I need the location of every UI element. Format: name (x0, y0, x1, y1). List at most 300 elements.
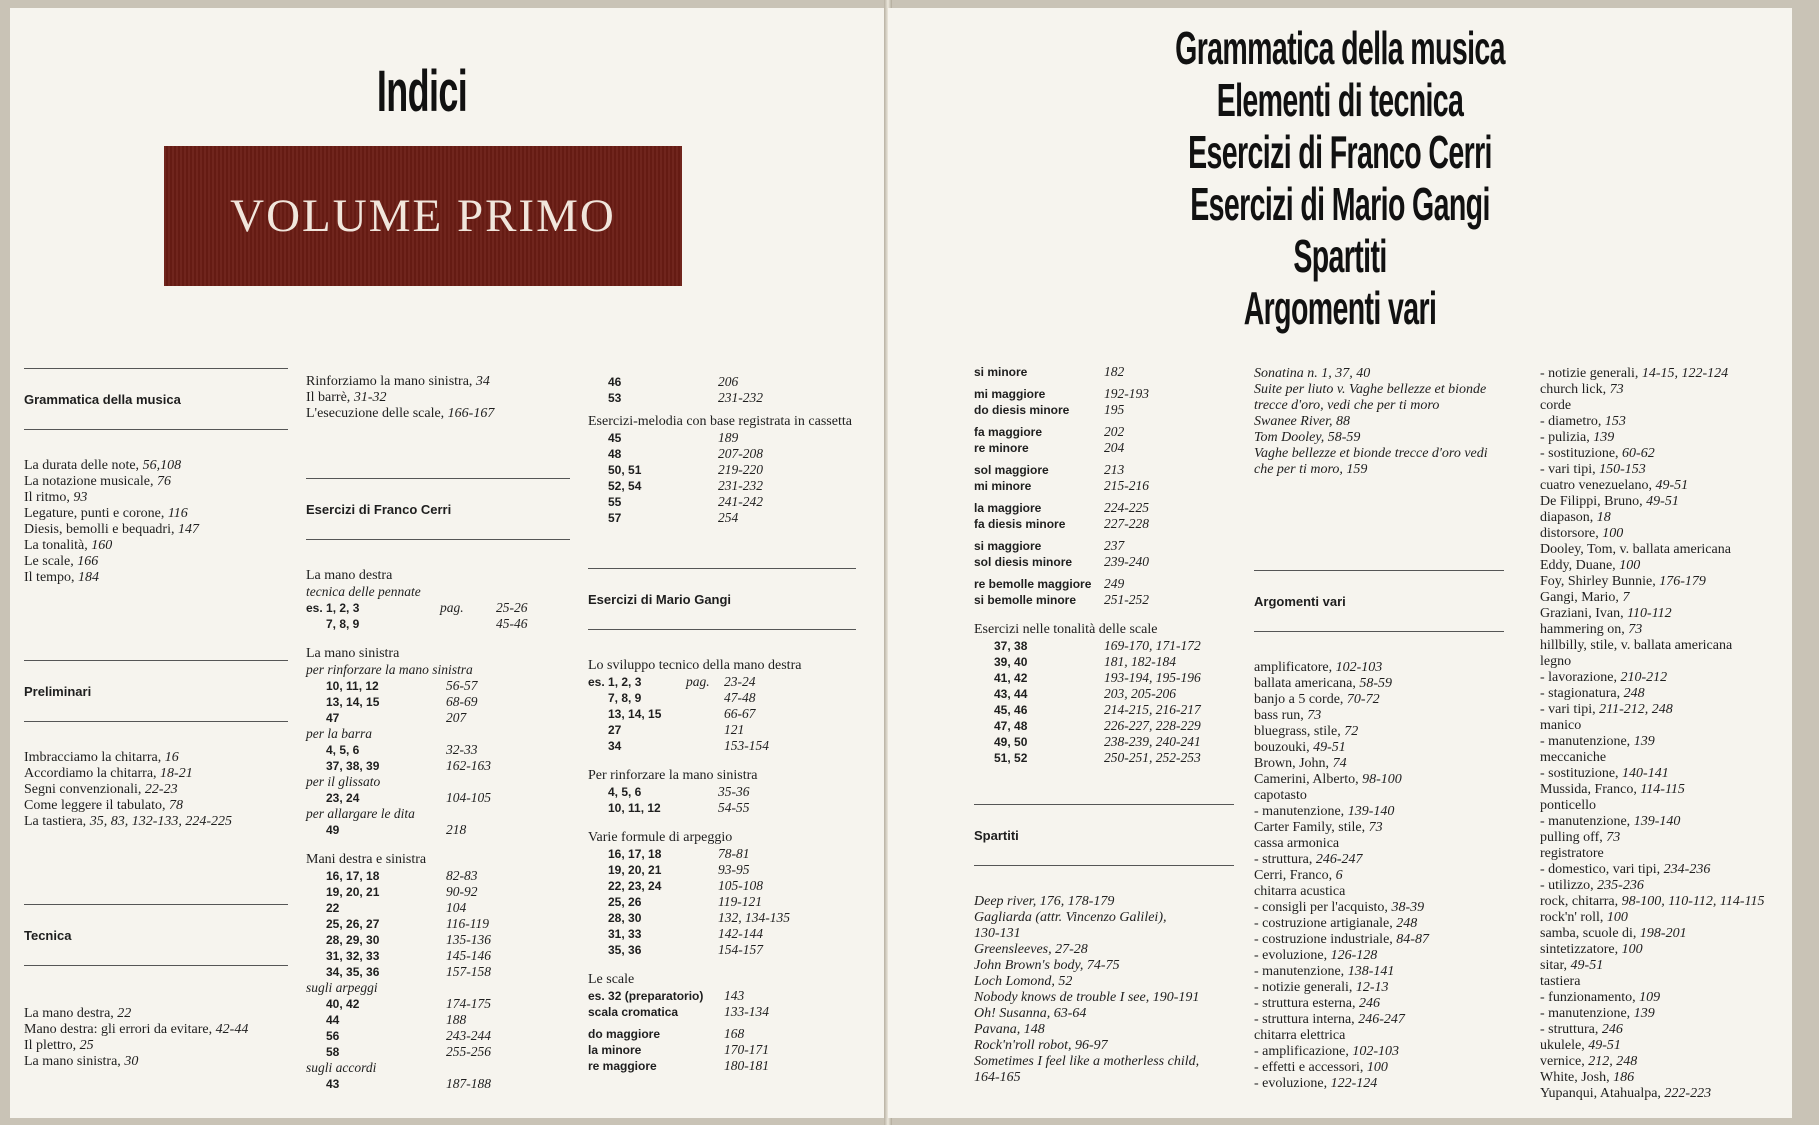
page-number: 241-242 (718, 494, 763, 509)
table-row (588, 430, 856, 446)
list-item: bluegrass, stile, 72 (1254, 724, 1359, 739)
page-label: pag. (686, 674, 710, 689)
list-item: - notizie generali, 12-13 (1254, 980, 1389, 995)
list-item: - manutenzione, 139-140 (1540, 814, 1681, 829)
entry-number: 48 (608, 447, 622, 461)
table-row (588, 846, 856, 862)
list-item: Oh! Susanna, 63-64 (974, 1006, 1087, 1021)
page-number: 174-175 (446, 996, 491, 1011)
list-item: legno (1540, 654, 1572, 669)
table-row (588, 988, 856, 1004)
entry-number: 7, 8, 9 (608, 691, 642, 705)
table-row (306, 932, 570, 948)
arpeggio-title: Varie formule di arpeggio (588, 830, 733, 845)
list-item: - effetti e accessori, 100 (1254, 1060, 1388, 1075)
list-item: - vari tipi, 211-212, 248 (1540, 702, 1673, 717)
list-item: - stagionatura, 248 (1540, 686, 1645, 701)
melodia-rows (588, 430, 856, 526)
left-column-1 (24, 368, 288, 1070)
volume-banner-label: VOLUME PRIMO (230, 190, 616, 242)
acc-subtitle: sugli accordi (306, 1060, 377, 1075)
table-row (306, 1012, 570, 1028)
list-item: Segni convenzionali, 22-23 (24, 782, 178, 797)
list-item: Imbracciamo la chitarra, 16 (24, 750, 179, 765)
list-item: banjo a 5 corde, 70-72 (1254, 692, 1380, 707)
table-row (588, 784, 856, 800)
list-item: capotasto (1254, 788, 1307, 803)
rinforzo-rows (588, 784, 856, 816)
list-item: church lick, 73 (1540, 382, 1624, 397)
list-item: La tonalità, 160 (24, 538, 113, 553)
md-title: La mano destra (306, 568, 393, 583)
list-item: Vaghe bellezze et bionde trecce d'oro vedi (1254, 446, 1488, 461)
spartiti-continued-list (1254, 366, 1504, 478)
grammatica-list (24, 458, 288, 586)
entry-number: 43 (326, 1077, 340, 1091)
entry-label: re maggiore (588, 1059, 657, 1073)
section-heading-argomenti: Argomenti vari (1254, 570, 1504, 632)
list-item: Graziani, Ivan, 110-112 (1540, 606, 1672, 621)
list-item: Loch Lomond, 52 (974, 974, 1073, 989)
page-number: 180-181 (724, 1058, 769, 1073)
table-row (588, 1026, 856, 1042)
entry-number: 37, 38, 39 (326, 759, 380, 773)
table-row (306, 616, 570, 632)
list-item: Pavana, 148 (974, 1022, 1045, 1037)
page-number: 188 (446, 1012, 467, 1027)
page-number: 250-251, 252-253 (1104, 750, 1201, 765)
key-name: do diesis minore (974, 403, 1070, 417)
key-name: re minore (974, 441, 1029, 455)
list-item: Rinforziamo la mano sinistra, 34 (306, 374, 490, 389)
entry-number: 19, 20, 21 (326, 885, 380, 899)
list-item: De Filippi, Bruno, 49-51 (1540, 494, 1679, 509)
entry-number: 49, 50 (994, 735, 1028, 749)
list-item: Mano destra: gli errori da evitare, 42-44 (24, 1022, 249, 1037)
arp-rows (306, 996, 570, 1060)
entry-number: 57 (608, 511, 622, 525)
list-item: 130-131 (974, 926, 1021, 941)
list-item: Sonatina n. 1, 37, 40 (1254, 366, 1371, 381)
page-number: 104-105 (446, 790, 491, 805)
page-number: 237 (1104, 538, 1125, 553)
ms-title: La mano sinistra (306, 646, 400, 661)
page-number: 68-69 (446, 694, 478, 709)
list-item: Yupanqui, Atahualpa, 222-223 (1540, 1086, 1712, 1101)
list-item: - manutenzione, 139-140 (1254, 804, 1395, 819)
key-name: la maggiore (974, 501, 1042, 515)
page-label: pag. (440, 600, 464, 615)
key-name: fa diesis minore (974, 517, 1066, 531)
tecnica-list (24, 1006, 288, 1070)
list-item: 164-165 (974, 1070, 1021, 1085)
entry-number: 22, 23, 24 (608, 879, 662, 893)
table-row (974, 424, 1234, 440)
list-item: - consigli per l'acquisto, 38-39 (1254, 900, 1425, 915)
key-name: si minore (974, 365, 1028, 379)
list-item: - notizie generali, 14-15, 122-124 (1540, 366, 1729, 381)
index-title: Indici (376, 59, 468, 124)
page-number: 121 (724, 722, 745, 737)
page-number: 239-240 (1104, 554, 1149, 569)
list-item: bass run, 73 (1254, 708, 1322, 723)
page-number: 153-154 (724, 738, 769, 753)
list-item: Le scale, 166 (24, 554, 99, 569)
list-item: - amplificazione, 102-103 (1254, 1044, 1400, 1059)
rinforzo-title: Per rinforzare la mano sinistra (588, 768, 758, 783)
list-item: - evoluzione, 122-124 (1254, 1076, 1378, 1091)
entry-number: 58 (326, 1045, 340, 1059)
acc-rows (306, 1076, 570, 1092)
list-item: cassa armonica (1254, 836, 1340, 851)
page-number: 227-228 (1104, 516, 1149, 531)
list-item: bouzouki, 49-51 (1254, 740, 1346, 755)
list-item: - lavorazione, 210-212 (1540, 670, 1668, 685)
list-item: trecce d'oro, vedi che per ti moro (1254, 398, 1440, 413)
table-row (974, 440, 1234, 456)
entry-number: 51, 52 (994, 751, 1028, 765)
page-number: 204 (1104, 440, 1125, 455)
group-subtitle: per la barra (306, 726, 373, 741)
table-row (974, 734, 1234, 750)
table-row (588, 800, 856, 816)
group-subtitle: per rinforzare la mano sinistra (306, 662, 473, 677)
entry-number: 31, 33 (608, 927, 642, 941)
table-row (306, 948, 570, 964)
page-number: 105-108 (718, 878, 763, 893)
list-item: ponticello (1540, 798, 1596, 813)
table-row (588, 478, 856, 494)
entry-number: 47, 48 (994, 719, 1028, 733)
list-item: rock, chitarra, 98-100, 110-112, 114-115 (1540, 894, 1765, 909)
page-number: 143 (724, 988, 745, 1003)
list-item: distorsore, 100 (1540, 526, 1624, 541)
entry-number: 25, 26 (608, 895, 642, 909)
entry-number: 4, 5, 6 (326, 743, 360, 757)
entry-number: 28, 30 (608, 911, 642, 925)
table-row (974, 686, 1234, 702)
entry-number: 10, 11, 12 (608, 801, 661, 815)
entry-number: 40, 42 (326, 997, 360, 1011)
list-item: rock'n' roll, 100 (1540, 910, 1628, 925)
page-number: 189 (718, 430, 739, 445)
list-item: John Brown's body, 74-75 (974, 958, 1120, 973)
list-item: Accordiamo la chitarra, 18-21 (24, 766, 193, 781)
entry-number: 44 (326, 1013, 340, 1027)
list-item: - struttura interna, 246-247 (1254, 1012, 1405, 1027)
list-item: chitarra acustica (1254, 884, 1346, 899)
column-2-top-list (306, 374, 570, 422)
page-number: 133-134 (724, 1004, 769, 1019)
spartiti-list (974, 894, 1234, 1086)
page-number: 207-208 (718, 446, 763, 461)
table-row (588, 494, 856, 510)
list-item: Tom Dooley, 58-59 (1254, 430, 1361, 445)
section-title: Argomenti vari (1243, 282, 1437, 334)
table-row (306, 868, 570, 884)
entry-number: 13, 14, 15 (326, 695, 380, 709)
md-rows (306, 600, 570, 632)
group-subtitle: per allargare le dita (306, 806, 415, 821)
list-item: - manutenzione, 139 (1540, 1006, 1655, 1021)
tonalita-title: Esercizi nelle tonalità delle scale (974, 622, 1158, 637)
entry-number: 16, 17, 18 (326, 869, 380, 883)
list-item: Il barrè, 31-32 (306, 390, 387, 405)
page-number: 243-244 (446, 1028, 491, 1043)
entry-number: 27 (608, 723, 622, 737)
list-item: vernice, 212, 248 (1540, 1054, 1638, 1069)
section-heading-cerri: Esercizi di Franco Cerri (306, 478, 570, 540)
table-row (974, 478, 1234, 494)
list-item: - manutenzione, 138-141 (1254, 964, 1395, 979)
preliminari-list (24, 750, 288, 830)
entry-number: 53 (608, 391, 622, 405)
page-number: 157-158 (446, 964, 491, 979)
entry-number: 41, 42 (994, 671, 1028, 685)
section-heading-spartiti: Spartiti (974, 804, 1234, 866)
list-item: registratore (1540, 846, 1604, 861)
sviluppo-title: Lo sviluppo tecnico della mano destra (588, 658, 802, 673)
list-item: che per ti moro, 159 (1254, 462, 1368, 477)
list-item: White, Josh, 186 (1540, 1070, 1635, 1085)
list-item: Eddy, Duane, 100 (1540, 558, 1641, 573)
table-row (306, 1028, 570, 1044)
key-name: sol diesis minore (974, 555, 1073, 569)
entry-number: 13, 14, 15 (608, 707, 662, 721)
scale-rows (588, 988, 856, 1074)
page-number: 47-48 (724, 690, 756, 705)
right-column-1 (974, 364, 1234, 1086)
page-number: 218 (446, 822, 467, 837)
volume-banner (164, 146, 682, 286)
table-row (588, 690, 856, 706)
list-item: amplificatore, 102-103 (1254, 660, 1383, 675)
list-item: L'esecuzione delle scale, 166-167 (306, 406, 495, 421)
list-item: La mano sinistra, 30 (24, 1054, 139, 1069)
table-row (588, 706, 856, 722)
table-row (306, 900, 570, 916)
list-item: Il tempo, 184 (24, 570, 100, 585)
list-item: - costruzione industriale, 84-87 (1254, 932, 1429, 947)
sviluppo-rows (588, 674, 856, 754)
key-rows (974, 364, 1234, 608)
right-column-2 (1254, 366, 1504, 1092)
group-rows (306, 742, 570, 774)
list-item: Il plettro, 25 (24, 1038, 94, 1053)
list-item: ballata americana, 58-59 (1254, 676, 1392, 691)
page-number: 104 (446, 900, 467, 915)
table-row (588, 462, 856, 478)
entry-number: 56 (326, 1029, 340, 1043)
table-row (306, 678, 570, 694)
table-row (974, 718, 1234, 734)
list-item: - funzionamento, 109 (1540, 990, 1661, 1005)
table-row (588, 1042, 856, 1058)
page-number: 249 (1104, 576, 1125, 591)
table-row (974, 516, 1234, 532)
table-row (306, 710, 570, 726)
list-item: - sostituzione, 60-62 (1540, 446, 1655, 461)
list-item: Sometimes I feel like a motherless child, (974, 1054, 1200, 1069)
table-row (588, 738, 856, 754)
page-number: 145-146 (446, 948, 491, 963)
right-column-3 (1540, 366, 1790, 1102)
entry-number: 28, 29, 30 (326, 933, 380, 947)
page-number: 90-92 (446, 884, 478, 899)
key-name: mi maggiore (974, 387, 1046, 401)
list-item: La tastiera, 35, 83, 132-133, 224-225 (24, 814, 233, 829)
page-number: 207 (446, 710, 467, 725)
table-row (588, 510, 856, 526)
list-item: Carter Family, stile, 73 (1254, 820, 1383, 835)
group-rows (306, 678, 570, 726)
list-item: Nobody knows de trouble I see, 190-191 (974, 990, 1200, 1005)
table-row (588, 1058, 856, 1074)
entry-number: 49 (326, 823, 340, 837)
table-row (588, 910, 856, 926)
list-item: cuatro venezuelano, 49-51 (1540, 478, 1689, 493)
page-number: 213 (1104, 462, 1125, 477)
entry-number: 43, 44 (994, 687, 1028, 701)
table-row (588, 894, 856, 910)
page-number: 214-215, 216-217 (1104, 702, 1201, 717)
group-rows (306, 790, 570, 806)
table-row (588, 1004, 856, 1020)
page-label (686, 738, 724, 754)
section-heading-gangi: Esercizi di Mario Gangi (588, 568, 856, 630)
list-item: corde (1540, 398, 1572, 413)
page-number: 169-170, 171-172 (1104, 638, 1201, 653)
page-number: 238-239, 240-241 (1104, 734, 1201, 749)
table-row (306, 694, 570, 710)
list-item: manico (1540, 718, 1582, 733)
entry-number: 7, 8, 9 (326, 617, 360, 631)
entry-number: 45 (608, 431, 622, 445)
page-label (686, 722, 724, 738)
page-number: 168 (724, 1026, 745, 1041)
page-number: 192-193 (1104, 386, 1149, 401)
table-row (974, 462, 1234, 478)
list-item: hillbilly, stile, v. ballata americana (1540, 638, 1733, 653)
page-number: 32-33 (446, 742, 478, 757)
page-number: 154-157 (718, 942, 763, 957)
page-number: 162-163 (446, 758, 491, 773)
list-item: Swanee River, 88 (1254, 414, 1351, 429)
section-title: Spartiti (1293, 230, 1387, 282)
table-row (974, 654, 1234, 670)
entry-label: scala cromatica (588, 1005, 679, 1019)
table-row (974, 750, 1234, 766)
page-number: 195 (1104, 402, 1125, 417)
page-number: 231-232 (718, 478, 763, 493)
entry-number: 37, 38 (994, 639, 1028, 653)
page-number: 23-24 (724, 674, 756, 689)
table-row (588, 374, 856, 390)
entry-number: 50, 51 (608, 463, 642, 477)
entry-number: es. 1, 2, 3 (588, 675, 642, 689)
page-label (686, 706, 724, 722)
list-item: Rock'n'roll robot, 96-97 (974, 1038, 1108, 1053)
page-number: 45-46 (496, 616, 528, 631)
md-subtitle: tecnica delle pennate (306, 584, 421, 599)
page-number: 82-83 (446, 868, 478, 883)
page-number: 206 (718, 374, 739, 389)
page-number: 181, 182-184 (1104, 654, 1176, 669)
melodia-title: Esercizi-melodia con base registrata in cassetta (588, 414, 852, 429)
list-item: Camerini, Alberto, 98-100 (1254, 772, 1402, 787)
table-row (306, 742, 570, 758)
arpeggio-rows (588, 846, 856, 958)
key-name: mi minore (974, 479, 1032, 493)
entry-number: 25, 26, 27 (326, 917, 380, 931)
entry-number: 16, 17, 18 (608, 847, 662, 861)
page-number: 116-119 (446, 916, 489, 931)
list-item: hammering on, 73 (1540, 622, 1643, 637)
table-row (974, 638, 1234, 654)
list-item: - evoluzione, 126-128 (1254, 948, 1378, 963)
page-label (686, 690, 724, 706)
list-item: Il ritmo, 93 (24, 490, 88, 505)
section-heading-tecnica: Tecnica (24, 904, 288, 966)
scale-title: Le scale (588, 972, 635, 987)
list-item: Deep river, 176, 178-179 (974, 894, 1115, 909)
list-item: Dooley, Tom, v. ballata americana (1540, 542, 1731, 557)
page-label (440, 616, 496, 632)
list-item: Cerri, Franco, 6 (1254, 868, 1343, 883)
entry-number: 46 (608, 375, 622, 389)
page-number: 119-121 (718, 894, 762, 909)
key-name: si bemolle minore (974, 593, 1077, 607)
left-column-3 (588, 374, 856, 1074)
section-title: Elementi di tecnica (1216, 74, 1464, 126)
table-row (974, 554, 1234, 570)
list-item: La durata delle note, 56,108 (24, 458, 182, 473)
section-heading-grammatica: Grammatica della musica (24, 368, 288, 430)
section-heading-preliminari: Preliminari (24, 660, 288, 722)
arp-subtitle: sugli arpeggi (306, 980, 378, 995)
key-name: sol maggiore (974, 463, 1049, 477)
table-row (588, 390, 856, 406)
ms-groups (306, 662, 570, 838)
section-title: Grammatica della musica (1175, 22, 1505, 74)
table-row (306, 1076, 570, 1092)
entry-label: do maggiore (588, 1027, 661, 1041)
list-item: meccaniche (1540, 750, 1607, 765)
page-number: 182 (1104, 364, 1125, 379)
table-row (306, 758, 570, 774)
entry-number: 35, 36 (608, 943, 642, 957)
column-3-top-rows (588, 374, 856, 406)
list-item: - diametro, 153 (1540, 414, 1626, 429)
table-row (588, 926, 856, 942)
page-number: 187-188 (446, 1076, 491, 1091)
table-row (974, 538, 1234, 554)
list-item: - struttura, 246 (1540, 1022, 1623, 1037)
mds-rows (306, 868, 570, 980)
table-row (974, 670, 1234, 686)
entry-number: es. 1, 2, 3 (306, 601, 360, 615)
table-row (588, 722, 856, 738)
section-title: Esercizi di Franco Cerri (1188, 126, 1492, 178)
list-item: Mussida, Franco, 114-115 (1540, 782, 1685, 797)
table-row (974, 386, 1234, 402)
entry-number: 39, 40 (994, 655, 1028, 669)
key-name: si maggiore (974, 539, 1042, 553)
page-number: 215-216 (1104, 478, 1149, 493)
table-row (588, 862, 856, 878)
entry-number: 34, 35, 36 (326, 965, 380, 979)
list-item: samba, scuole di, 198-201 (1540, 926, 1687, 941)
